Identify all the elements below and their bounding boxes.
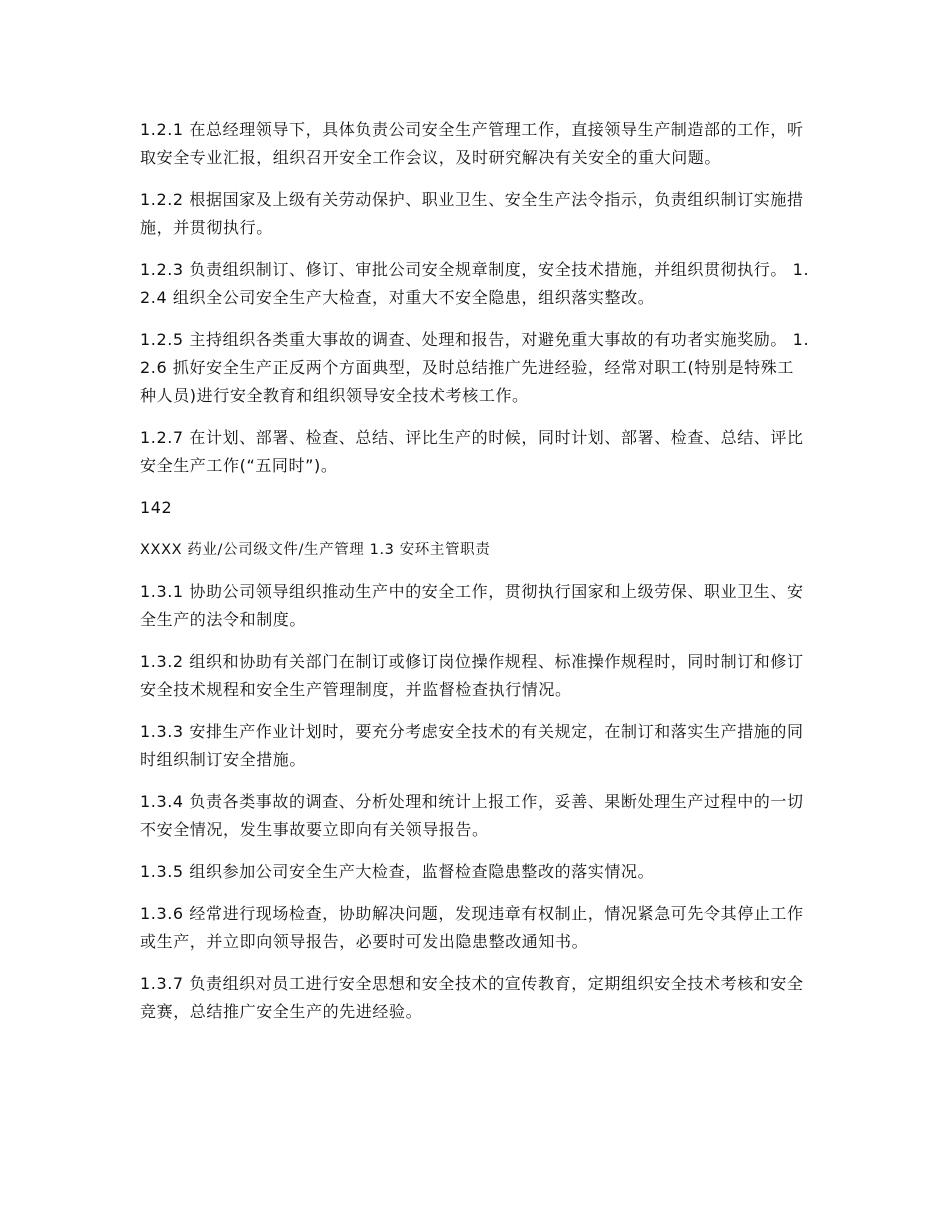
paragraph-1-2-3: 1.2.3 负责组织制订、修订、审批公司安全规章制度，安全技术措施，并组织贯彻执行。 1.2.4 组织全公司安全生产大检查，对重大不安全隐患，组织落实整改。 <box>140 260 810 307</box>
page-number: 142 <box>140 498 173 517</box>
paragraph-1-2-1: 1.2.1 在总经理领导下，具体负责公司安全生产管理工作，直接领导生产制造部的工作，听取安全专业汇报，组织召开安全工作会议，及时研究解决有关安全的重大问题。 <box>140 120 804 167</box>
document-page <box>140 116 810 1040</box>
paragraph-1-3-6: 1.3.6 经常进行现场检查，协助解决问题，发现违章有权制止，情况紧急可先令其停止工作或生产，并立即向领导报告，必要时可发出隐患整改通知书。 <box>140 904 804 951</box>
paragraph-1-3-1: 1.3.1 协助公司领导组织推动生产中的安全工作，贯彻执行国家和上级劳保、职业卫生、安全生产的法令和制度。 <box>140 582 804 629</box>
paragraph-1-3-5: 1.3.5 组织参加公司安全生产大检查，监督检查隐患整改的落实情况。 <box>140 862 655 881</box>
paragraph-1-2-2: 1.2.2 根据国家及上级有关劳动保护、职业卫生、安全生产法令指示，负责组织制订实施措施，并贯彻执行。 <box>140 190 804 237</box>
paragraph-1-2-5: 1.2.5 主持组织各类重大事故的调查、处理和报告，对避免重大事故的有功者实施奖励。 1.2.6 抓好安全生产正反两个方面典型，及时总结推广先进经验，经常对职工(特别是特殊工种人员)进行安全教育和组织领导安全技术考核工作。 <box>140 330 810 405</box>
paragraph-1-3-2: 1.3.2 组织和协助有关部门在制订或修订岗位操作规程、标准操作规程时，同时制订和修订安全技术规程和安全生产管理制度，并监督检查执行情况。 <box>140 652 804 699</box>
section-header: XXXX 药业/公司级文件/生产管理 1.3 安环主管职责 <box>140 542 491 558</box>
paragraph-1-3-3: 1.3.3 安排生产作业计划时，要充分考虑安全技术的有关规定，在制订和落实生产措施的同时组织制订安全措施。 <box>140 722 804 769</box>
paragraph-1-2-7: 1.2.7 在计划、部署、检查、总结、评比生产的时候，同时计划、部署、检查、总结、评比安全生产工作(“五同时”)。 <box>140 428 804 475</box>
paragraph-1-3-4: 1.3.4 负责各类事故的调查、分析处理和统计上报工作，妥善、果断处理生产过程中的一切不安全情况，发生事故要立即向有关领导报告。 <box>140 792 804 839</box>
paragraph-1-3-7: 1.3.7 负责组织对员工进行安全思想和安全技术的宣传教育，定期组织安全技术考核和安全竞赛，总结推广安全生产的先进经验。 <box>140 974 804 1021</box>
